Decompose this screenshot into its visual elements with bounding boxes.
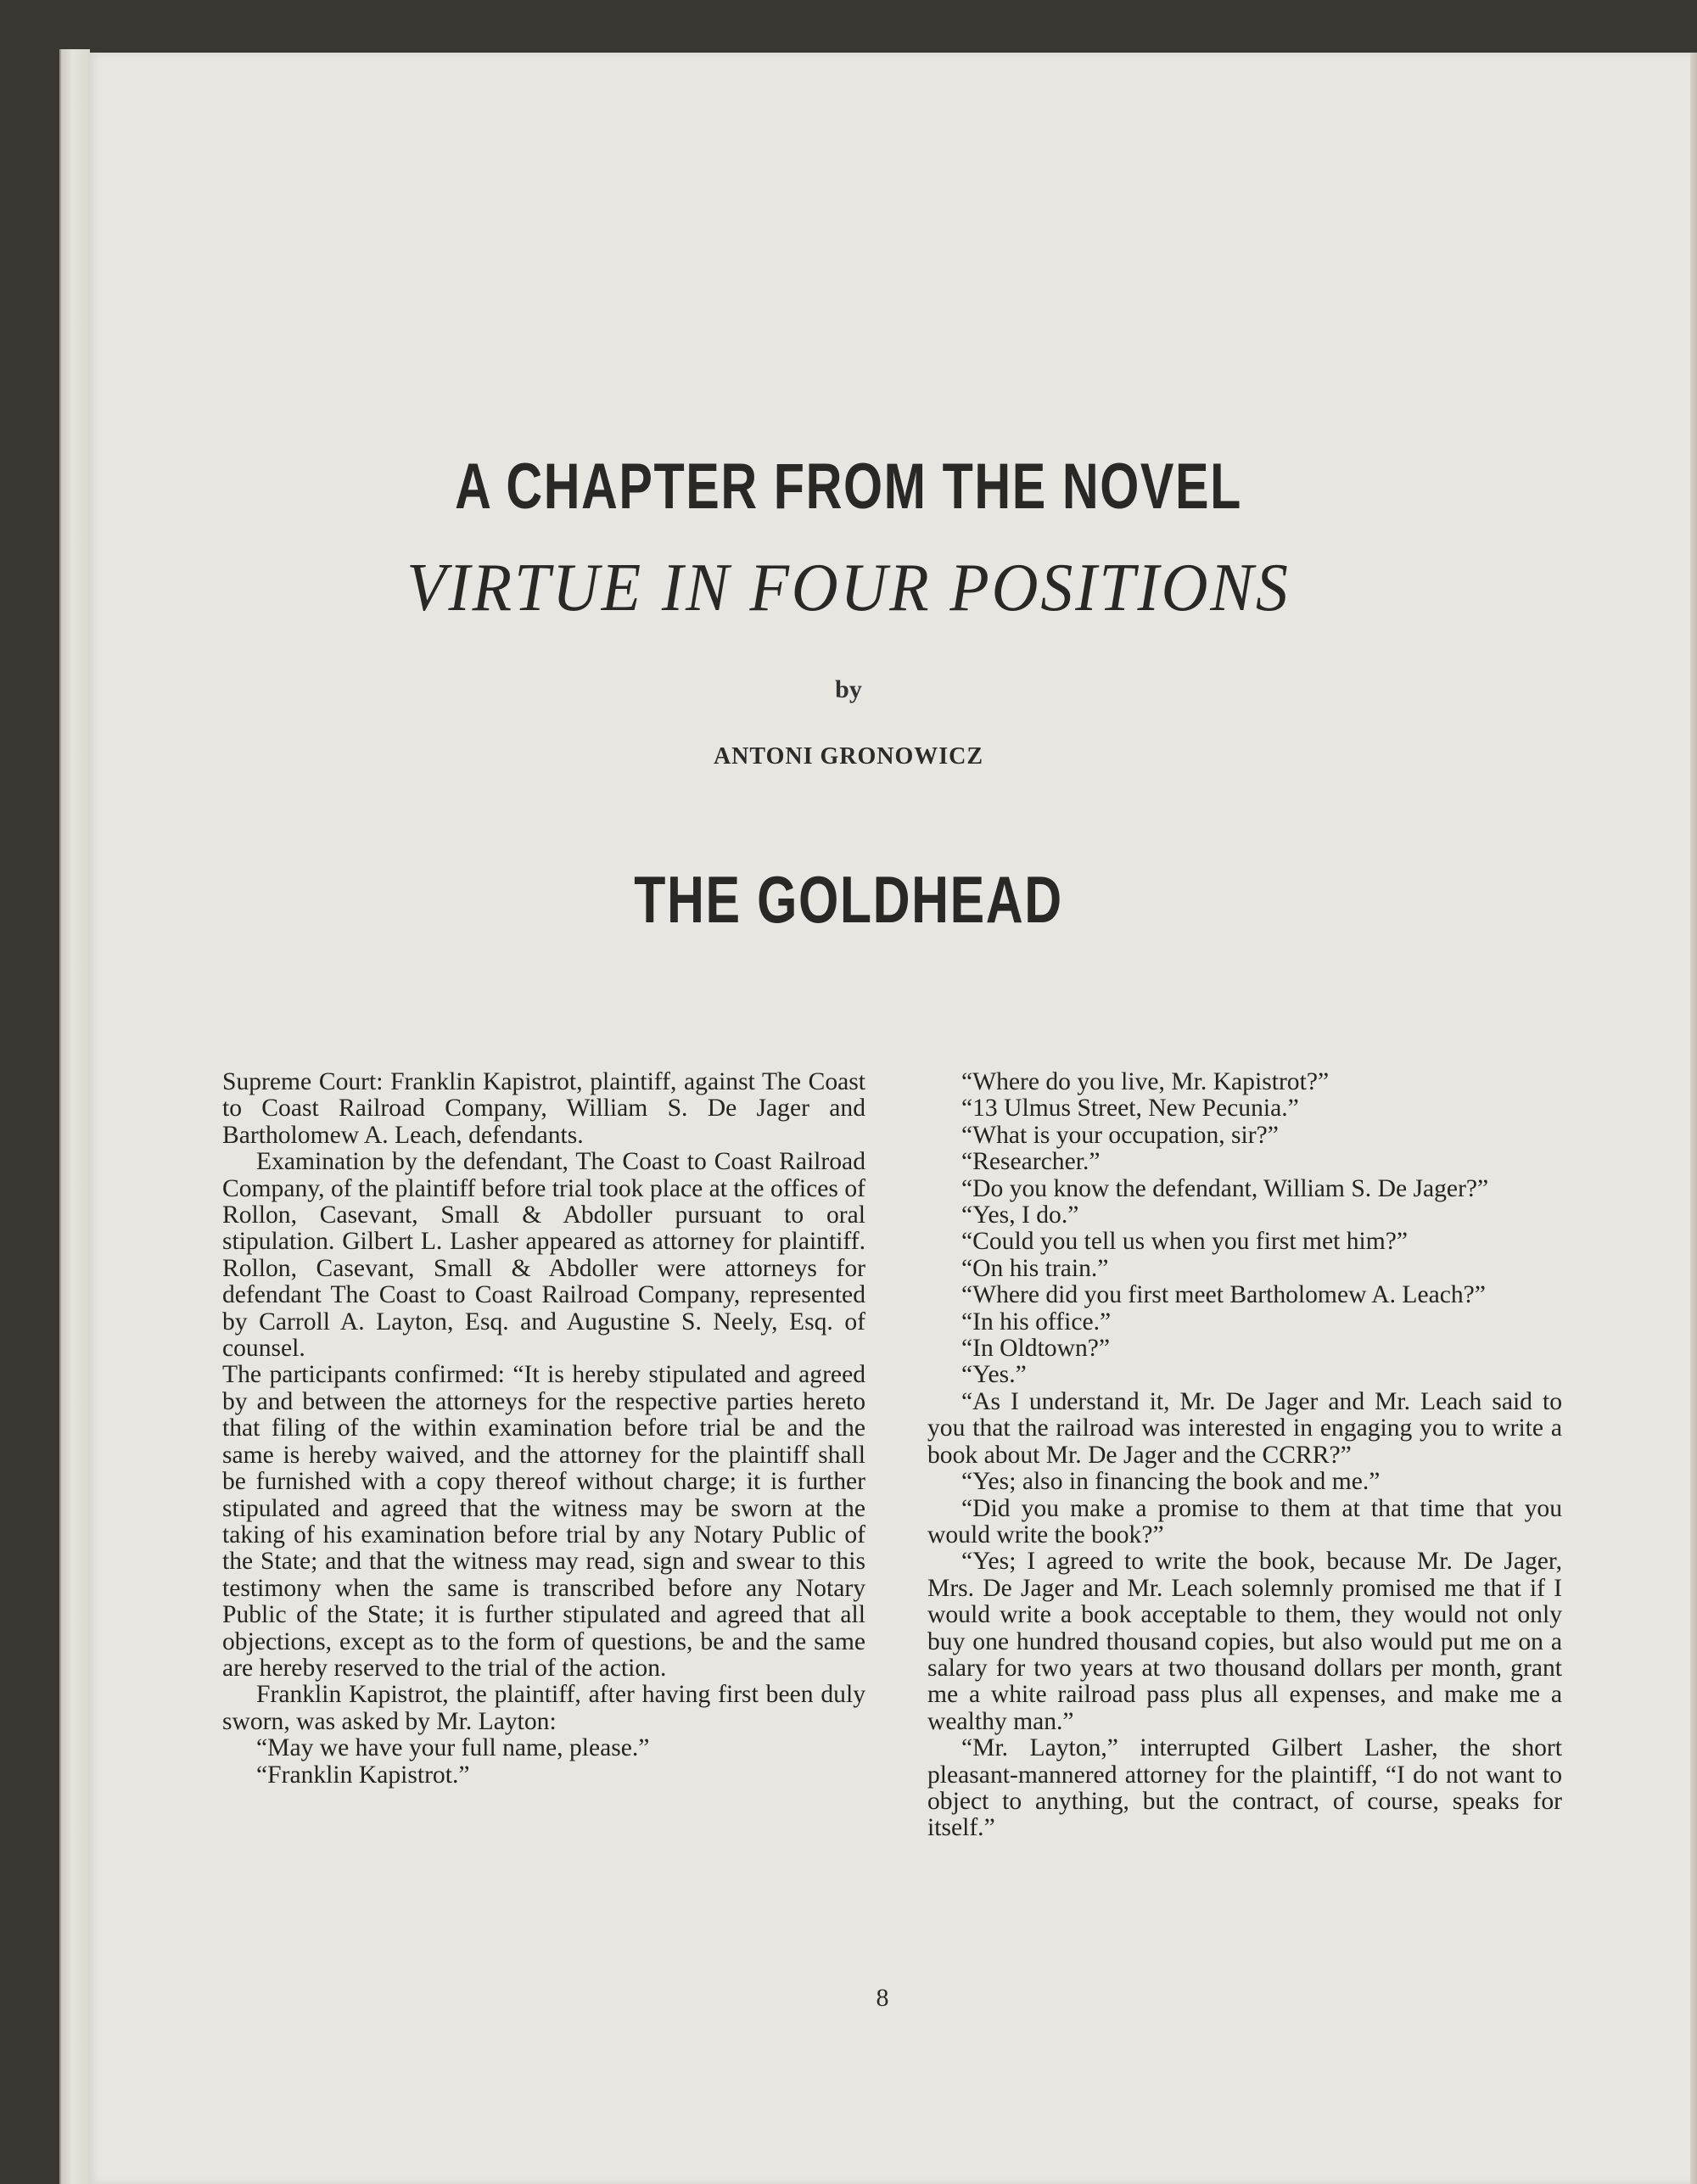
paragraph: “In Oldtown?” bbox=[961, 1335, 1111, 1363]
paragraph: “Where did you first meet Bartholomew A. Leach?” bbox=[961, 1281, 1486, 1309]
paragraph: Supreme Court: Franklin Kapistrot, plaintiff, against The Coast to Coast Railroad Company, William S. De Jager and Bartholomew A. Leach, defendants. bbox=[222, 1068, 865, 1149]
paragraph: “In his office.” bbox=[961, 1308, 1112, 1336]
paragraph: “What is your occupation, sir?” bbox=[961, 1121, 1279, 1149]
page-binding-edge bbox=[59, 49, 90, 2184]
paragraph: “Did you make a promise to them at that time that you would write the book?” bbox=[927, 1494, 1562, 1548]
paragraph: “May we have your full name, please.” bbox=[256, 1734, 650, 1762]
paragraph: “Yes.” bbox=[961, 1361, 1027, 1389]
paragraph: “Where do you live, Mr. Kapistrot?” bbox=[961, 1068, 1330, 1095]
title-line-2: VIRTUE IN FOUR POSITIONS bbox=[406, 551, 1291, 625]
page-right-rim bbox=[1690, 53, 1697, 2184]
paragraph: “On his train.” bbox=[961, 1254, 1109, 1282]
paragraph: Examination by the defendant, The Coast to Coast Railroad Company, of the plaintiff before trial took place at the offices of Rollon, Casevant, Small & Abdoller pursuant to oral stipulation. Gilbert L. Lasher appeared as attorney for plaintiff. Rollon, Casevant, Small & Abdoller were attorneys for defendant The Coast to Coast Railroad Company, represented by Carroll A. Layton, Esq. and Augustine S. Neely, Esq. of counsel. bbox=[222, 1148, 865, 1363]
paragraph: “As I understand it, Mr. De Jager and Mr. Leach said to you that the railroad was interested in engaging you to write a book about Mr. De Jager and the CCRR?” bbox=[927, 1387, 1562, 1469]
paragraph: “Yes; also in financing the book and me.” bbox=[961, 1468, 1381, 1496]
left-text-column bbox=[222, 1069, 865, 1789]
paragraph: Franklin Kapistrot, the plaintiff, after having first been duly sworn, was asked by Mr. Layton: bbox=[222, 1681, 865, 1735]
paragraph: “Mr. Layton,” interrupted Gilbert Lasher, the short pleasant-mannered attorney for the plaintiff, “I do not want to object to anything, but the contract, of course, speaks for itself.” bbox=[927, 1734, 1562, 1842]
author-name: ANTONI GRONOWICZ bbox=[713, 743, 984, 770]
paragraph: “13 Ulmus Street, New Pecunia.” bbox=[961, 1095, 1299, 1123]
paragraph: “Do you know the defendant, William S. De Jager?” bbox=[961, 1174, 1489, 1202]
right-text-column bbox=[927, 1069, 1562, 1842]
paragraph: “Could you tell us when you first met him?” bbox=[961, 1228, 1409, 1256]
title-line-1: A CHAPTER FROM THE NOVEL bbox=[455, 451, 1242, 523]
paragraph: “Yes; I agreed to write the book, because Mr. De Jager, Mrs. De Jager and Mr. Leach solemnly promised me that if I would write a book acceptable to them, they would not only buy one hundred thousand copies, but also would put me on a salary for two years at two thousand dollars per month, grant me a white railroad pass plus all expenses, and make me a wealthy man.” bbox=[927, 1548, 1562, 1735]
page-number: 8 bbox=[876, 1984, 889, 2012]
paragraph: The participants confirmed: “It is hereby stipulated and agreed by and between the attorneys for the respective parties hereto that filing of the within examination before trial be and the same is hereby waived, and the attorney for the plaintiff shall be furnished with a copy thereof without charge; it is further stipulated and agreed that the witness may be sworn at the taking of his examination before trial by any Notary Public of the State; and that the witness may read, sign and swear to this testimony when the same is transcribed before any Notary Public of the State; it is further stipulated and agreed that all objections, except as to the form of questions, be and the same are hereby reserved to the trial of the action. bbox=[222, 1361, 865, 1682]
chapter-title: THE GOLDHEAD bbox=[634, 862, 1063, 937]
paragraph: “Franklin Kapistrot.” bbox=[256, 1761, 470, 1789]
paragraph: “Yes, I do.” bbox=[961, 1201, 1079, 1229]
paragraph: “Researcher.” bbox=[961, 1148, 1101, 1176]
byline: by bbox=[835, 675, 862, 703]
